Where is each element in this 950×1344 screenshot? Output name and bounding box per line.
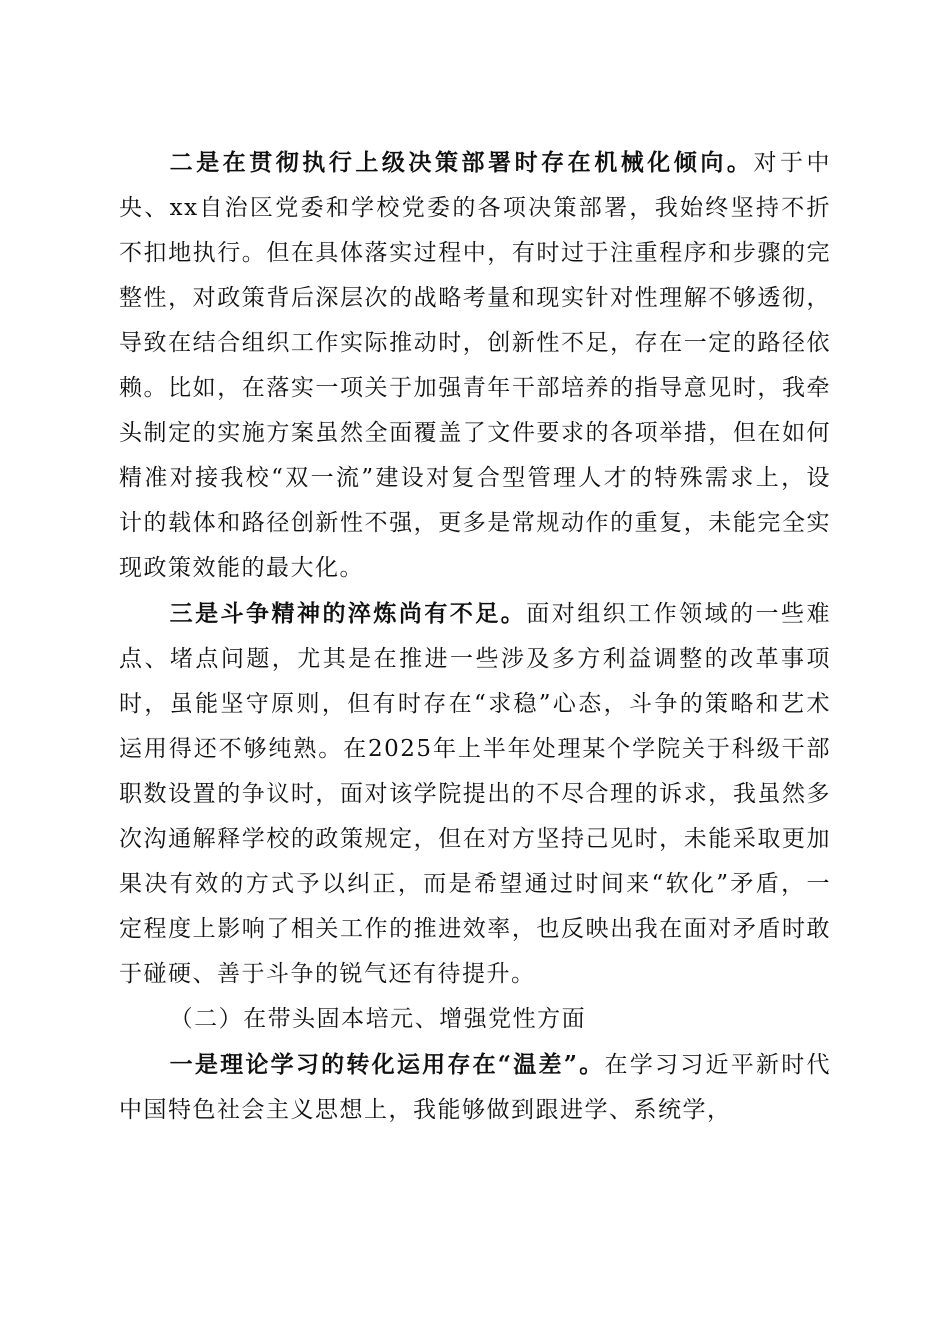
paragraph-lead: 二是在贯彻执行上级决策部署时存在机械化倾向。: [169, 149, 754, 176]
paragraph-text: 面对组织工作领域的一些难点、堵点问题，尤其是在推进一些涉及多方利益调整的改革事项时，虽能坚守原则，但有时存在“求稳”心态，斗争的策略和艺术运用得还不够纯熟。在2025年上半年处理某个学院关于科级干部职数设置的争议时，面对该学院提出的不尽合理的诉求，我虽然多次沟通解释学校的政策规定，但在对方坚持己见时，未能采取更加果决有效的方式予以纠正，而是希望通过时间来“软化”矛盾，一定程度上影响了相关工作的推进效率，也反映出我在面对矛盾时敢于碰硬、善于斗争的锐气还有待提升。: [119, 601, 832, 987]
paragraph-struggle-spirit: [119, 591, 831, 997]
paragraph-text: 在学习习近平新时代中国特色社会主义思想上，我能够做到跟进学、系统学，: [119, 1052, 831, 1123]
paragraph-lead: 三是斗争精神的淬炼尚有不足。: [169, 600, 527, 627]
paragraph-text: 对于中央、xx自治区党委和学校党委的各项决策部署，我始终坚持不折不扣地执行。但在具体落实过程中，有时过于注重程序和步骤的完整性，对政策背后深层次的战略考量和现实针对性理解不够透彻，导致在结合组织工作实际推动时，创新性不足，存在一定的路径依赖。比如，在落实一项关于加强青年干部培养的指导意见时，我牵头制定的实施方案虽然全面覆盖了文件要求的各项举措，但在如何精准对接我校“双一流”建设对复合型管理人才的特殊需求上，设计的载体和路径创新性不强，更多是常规动作的重复，未能完全实现政策效能的最大化。: [119, 150, 832, 581]
section-heading: （二）在带头固本培元、增强党性方面: [169, 1006, 587, 1032]
paragraph-mechanical-tendency: [119, 140, 831, 591]
paragraph-theory-study: [119, 1042, 831, 1133]
document-body: [119, 140, 831, 1133]
paragraph-lead: 一是理论学习的转化运用存在“温差”。: [169, 1051, 605, 1078]
